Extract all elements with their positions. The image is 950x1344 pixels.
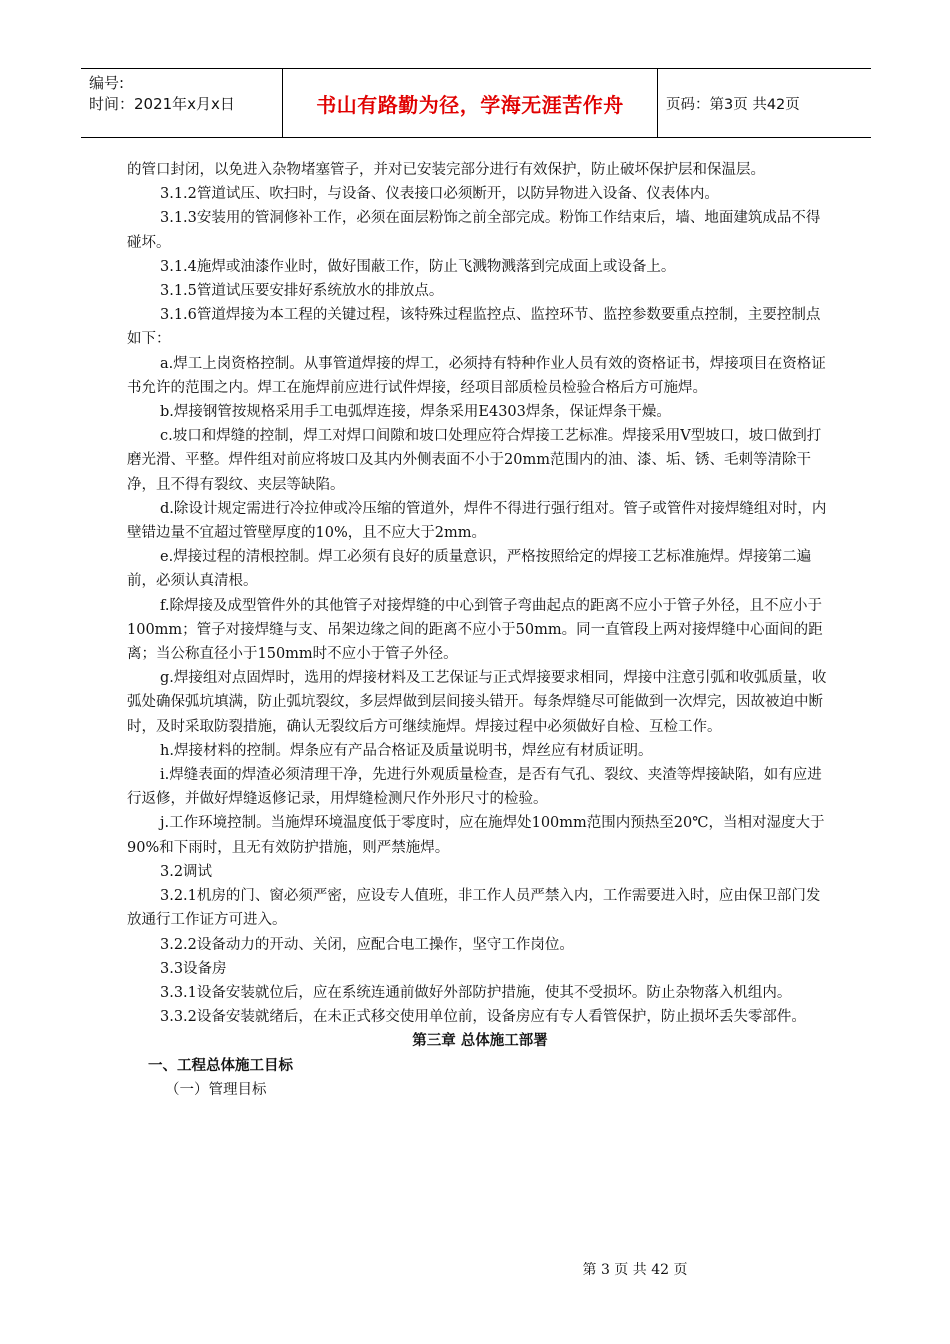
- header-slogan: 书山有路勤为径，学海无涯苦作舟: [283, 69, 658, 137]
- body-paragraph: j.工作环境控制。当施焊环境温度低于零度时，应在施焊处100mm范围内预热至20℃，当相对湿度大于90%和下雨时，且无有效防护措施，则严禁施焊。: [127, 815, 825, 856]
- body-paragraph: 3.3.1设备安装就位后，应在系统连通前做好外部防护措施，使其不受损坏。防止杂物落入机组内。: [160, 984, 792, 1001]
- body-paragraph: 3.2调试: [160, 863, 213, 880]
- section-heading: 一、工程总体施工目标: [148, 1057, 293, 1074]
- body-paragraph: 3.2.2设备动力的开动、关闭，应配合电工操作，坚守工作岗位。: [160, 936, 574, 953]
- subsection-heading: （一）管理目标: [165, 1081, 267, 1098]
- time-label: 时间：2021年x月x日: [89, 95, 235, 113]
- body-paragraph: e.焊接过程的清根控制。焊工必须有良好的质量意识，严格按照给定的焊接工艺标准施焊。焊接第二遍前，必须认真清根。: [127, 549, 812, 590]
- body-paragraph: 3.3设备房: [160, 960, 227, 977]
- body-paragraph: 3.1.5管道试压要安排好系统放水的排放点。: [160, 283, 444, 300]
- code-label: 编号:: [89, 74, 125, 92]
- body-paragraph: 3.3.2设备安装就绪后，在未正式移交使用单位前，设备房应有专人看管保护，防止损坏丢失零部件。: [160, 1009, 806, 1026]
- body-paragraph: i.焊缝表面的焊渣必须清理干净，先进行外观质量检查，是否有气孔、裂纹、夹渣等焊接缺陷，如有应进行返修，并做好焊缝返修记录，用焊缝检测尺作外形尺寸的检验。: [127, 767, 822, 808]
- body-paragraph: d.除设计规定需进行冷拉伸或冷压缩的管道外，焊件不得进行强行组对。管子或管件对接焊缝组对时，内壁错边量不宜超过管壁厚度的10%，且不应大于2mm。: [127, 500, 827, 542]
- body-paragraph: 3.1.2管道试压、吹扫时，与设备、仪表接口必须断开，以防异物进入设备、仪表体内。: [160, 186, 719, 203]
- body-paragraph: 3.1.3安装用的管洞修补工作，必须在面层粉饰之前全部完成。粉饰工作结束后，墙、地面建筑成品不得碰坏。: [127, 210, 821, 251]
- page-header: [81, 68, 871, 138]
- chapter-heading: 第三章 总体施工部署: [412, 1033, 548, 1050]
- body-paragraph: 3.1.4施焊或油漆作业时，做好围蔽工作，防止飞溅物溅落到完成面上或设备上。: [160, 258, 676, 275]
- body-paragraph: 3.1.6管道焊接为本工程的关键过程，该特殊过程监控点、监控环节、监控参数要重点控制，主要控制点如下：: [127, 307, 821, 348]
- header-meta: [81, 69, 283, 137]
- page-footer: [0, 1259, 950, 1279]
- header-page-label: 页码：第3页 共42页: [666, 96, 800, 113]
- body-paragraph: c.坡口和焊缝的控制，焊工对焊口间隙和坡口处理应符合焊接工艺标准。焊接采用V型坡口，坡口做到打磨光滑、平整。焊件组对前应将坡口及其内外侧表面不小于20mm范围内的油、漆、垢、锈、毛刺等清除干净，且不得有裂纹、夹层等缺陷。: [127, 428, 822, 493]
- body-paragraph: a.焊工上岗资格控制。从事管道焊接的焊工，必须持有特种作业人员有效的资格证书，焊接项目在资格证书允许的范围之内。焊工在施焊前应进行试件焊接，经项目部质检员检验合格后方可施焊。: [127, 355, 826, 396]
- body-paragraph: 3.2.1机房的门、窗必须严密，应设专人值班，非工作人员严禁入内，工作需要进入时，应由保卫部门发放通行工作证方可进入。: [127, 888, 821, 929]
- body-paragraph: b.焊接钢管按规格采用手工电弧焊连接，焊条采用E4303焊条，保证焊条干燥。: [160, 404, 671, 421]
- body-paragraph: g.焊接组对点固焊时，选用的焊接材料及工艺保证与正式焊接要求相同，焊接中注意引弧和收弧质量，收弧处确保弧坑填满，防止弧坑裂纹，多层焊做到层间接头错开。每条焊缝尽可能做到一次焊完，因故被迫中断时，及时采取防裂措施，确认无裂纹后方可继续施焊。焊接过程中必须做好自检、互检工作。: [127, 670, 827, 735]
- footer-page-number: 第 3 页 共 42 页: [582, 1262, 688, 1278]
- body-paragraph: 的管口封闭，以免进入杂物堵塞管子，并对已安装完部分进行有效保护，防止破坏保护层和保温层。: [127, 162, 765, 178]
- body-paragraph: f.除焊接及成型管件外的其他管子对接焊缝的中心到管子弯曲起点的距离不应小于管子外径，且不应小于100mm；管子对接焊缝与支、吊架边缘之间的距离不应小于50mm。同一直管段上两对接焊缝中心面间的距离；当公称直径小于150mm时不应小于管子外径。: [127, 597, 823, 663]
- document-body: [127, 158, 833, 1102]
- body-paragraph: h.焊接材料的控制。焊条应有产品合格证及质量说明书，焊丝应有材质证明。: [160, 742, 653, 759]
